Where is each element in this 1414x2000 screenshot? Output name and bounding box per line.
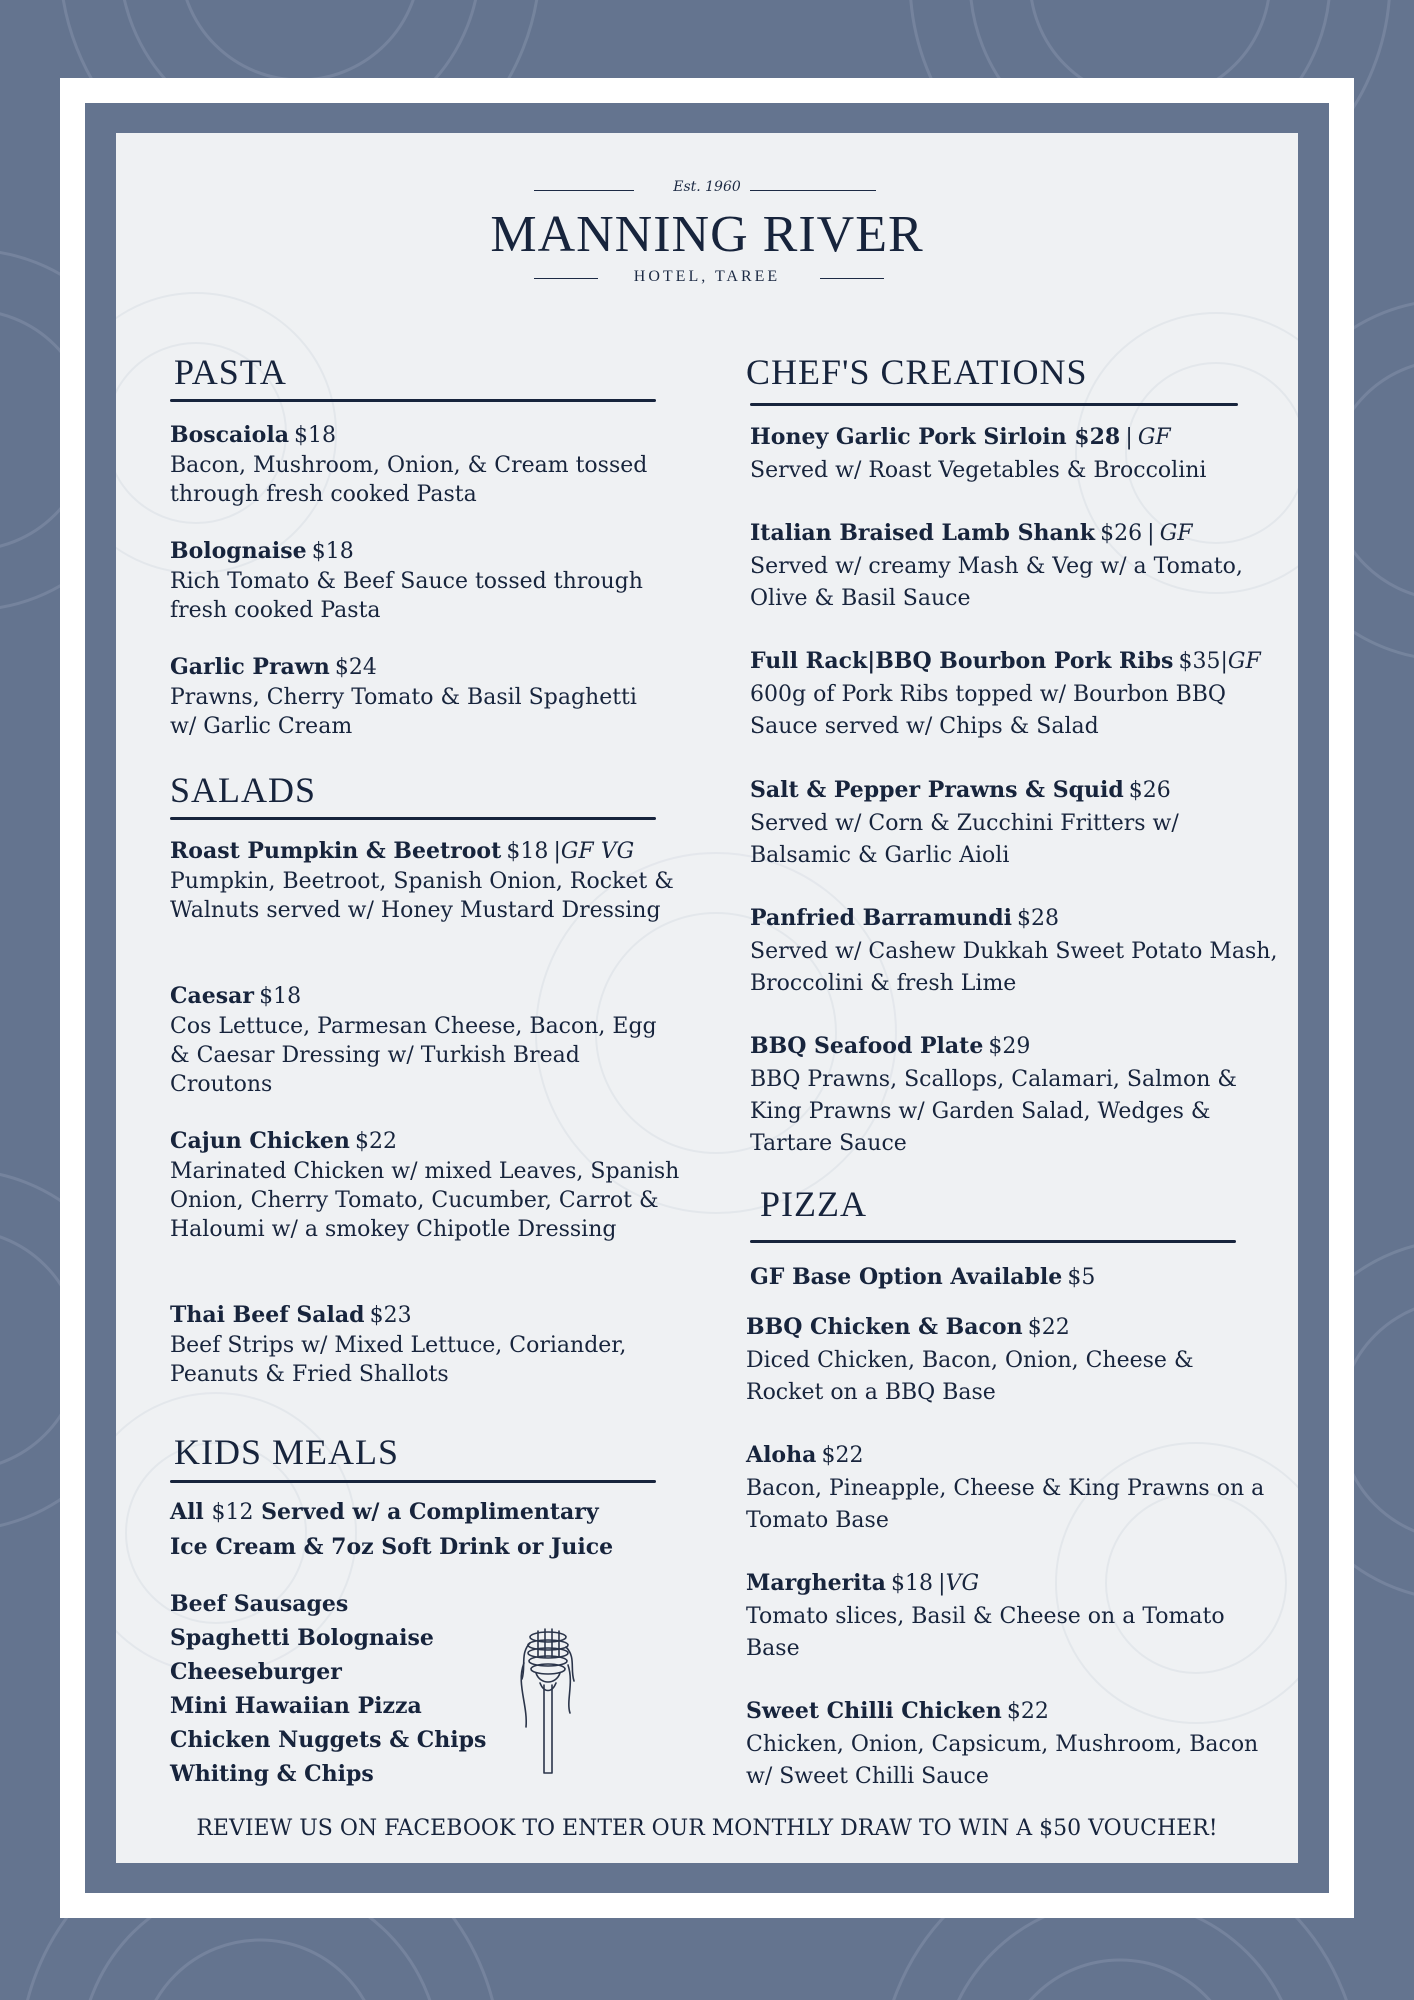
item-name: Garlic Prawn <box>170 654 330 680</box>
item-description: Marinated Chicken w/ mixed Leaves, Spanish Onion, Cherry Tomato, Cucumber, Carrot & Haloumi w/ a smokey Chipotle Dressing <box>170 1159 680 1242</box>
item-separator: | <box>1147 521 1155 546</box>
item-description: Bacon, Pineapple, Cheese & King Prawns on a Tomato Base <box>746 1476 1265 1533</box>
item-name: Cajun Chicken <box>170 1128 350 1154</box>
menu-item <box>170 1301 680 1389</box>
item-price: $22 <box>354 1129 397 1154</box>
item-price: $18 <box>311 539 354 564</box>
kids-meals-list <box>170 1587 510 1791</box>
item-name: BBQ Seafood Plate <box>750 1033 984 1059</box>
item-price: $22 <box>1006 1699 1049 1724</box>
item-description: Pumpkin, Beetroot, Spanish Onion, Rocket & Walnuts served w/ Honey Mustard Dressing <box>170 869 674 923</box>
pizza-heading: PIZZA <box>760 1184 867 1224</box>
gf-option-price: $5 <box>1067 1265 1096 1290</box>
item-description: Bacon, Mushroom, Onion, & Cream tossed through fresh cooked Pasta <box>170 453 648 507</box>
item-description: Chicken, Onion, Capsicum, Mushroom, Bacon w/ Sweet Chilli Sauce <box>746 1732 1259 1789</box>
pasta-heading: PASTA <box>174 352 287 392</box>
kids-intro-all: All <box>170 1499 204 1525</box>
item-name: Caesar <box>170 983 254 1009</box>
kids-intro-line1: Served w/ a Complimentary <box>261 1499 599 1525</box>
item-price: $18 <box>891 1571 934 1596</box>
menu-item <box>746 1439 1276 1537</box>
menu-item <box>750 1030 1280 1160</box>
menu-item <box>746 1311 1276 1409</box>
gf-option-label: GF Base Option Available <box>750 1264 1063 1290</box>
list-item: Chicken Nuggets & Chips <box>170 1727 487 1753</box>
established-label: Est. 1960 <box>673 179 741 195</box>
item-name: Aloha <box>746 1442 817 1468</box>
item-price: $18 <box>294 423 337 448</box>
item-price: $26 <box>1100 521 1143 546</box>
menu-item <box>170 982 680 1099</box>
menu-item <box>750 645 1290 743</box>
item-name: Honey Garlic Pork Sirloin $28 <box>750 424 1121 450</box>
kids-meals-rule <box>170 1480 656 1483</box>
item-name: Thai Beef Salad <box>170 1302 365 1328</box>
item-name: BBQ Chicken & Bacon <box>746 1314 1023 1340</box>
item-price: $24 <box>334 655 377 680</box>
kids-intro-price: $12 <box>211 1500 254 1525</box>
item-description: Diced Chicken, Bacon, Onion, Cheese & Rocket on a BBQ Base <box>746 1348 1194 1405</box>
menu-item <box>170 1127 680 1244</box>
item-separator: | <box>553 839 561 864</box>
menu-item <box>170 537 670 625</box>
item-name: Boscaiola <box>170 422 289 448</box>
pizza-rule <box>750 1240 1236 1243</box>
item-description: Rich Tomato & Beef Sauce tossed through fresh cooked Pasta <box>170 569 643 623</box>
item-price: $29 <box>988 1034 1031 1059</box>
item-description: BBQ Prawns, Scallops, Calamari, Salmon & King Prawns w/ Garden Salad, Wedges & Tartare Sauce <box>750 1067 1237 1156</box>
item-name: Sweet Chilli Chicken <box>746 1698 1002 1724</box>
chefs-creations-heading: CHEF'S CREATIONS <box>746 352 1088 392</box>
menu-item <box>750 517 1280 615</box>
pizza-gf-option <box>750 1261 1280 1295</box>
menu-item <box>750 902 1280 1000</box>
item-separator: | <box>1220 649 1228 674</box>
item-description: Tomato slices, Basil & Cheese on a Tomato Base <box>746 1604 1225 1661</box>
menu-item <box>746 1567 1276 1665</box>
item-name: Italian Braised Lamb Shank <box>750 520 1095 546</box>
salads-heading: SALADS <box>170 770 317 810</box>
menu-item <box>170 837 680 925</box>
item-price: $28 <box>1017 906 1060 931</box>
item-name: Margherita <box>746 1570 886 1596</box>
item-price: $23 <box>369 1303 412 1328</box>
item-description: 600g of Pork Ribs topped w/ Bourbon BBQ Sauce served w/ Chips & Salad <box>750 682 1226 739</box>
subtitle-line-right <box>820 278 884 279</box>
hotel-location: HOTEL, TAREE <box>633 268 781 285</box>
chefs-creations-rule <box>750 403 1238 406</box>
item-price: $26 <box>1128 778 1171 803</box>
list-item: Whiting & Chips <box>170 1761 374 1787</box>
salads-rule <box>170 817 656 820</box>
item-description: Prawns, Cherry Tomato & Basil Spaghetti w/ Garlic Cream <box>170 685 637 739</box>
item-description: Beef Strips w/ Mixed Lettuce, Coriander, Peanuts & Fried Shallots <box>170 1333 627 1387</box>
item-description: Served w/ Roast Vegetables & Broccolini <box>750 458 1207 483</box>
menu-item <box>746 1695 1276 1793</box>
dietary-tag: GF VG <box>560 839 635 864</box>
item-name: Full Rack|BBQ Bourbon Pork Ribs <box>750 648 1174 674</box>
item-price: $22 <box>1027 1315 1070 1340</box>
pasta-rule <box>170 399 656 402</box>
item-name: Panfried Barramundi <box>750 905 1012 931</box>
item-description: Cos Lettuce, Parmesan Cheese, Bacon, Egg & Caesar Dressing w/ Turkish Bread Croutons <box>170 1014 657 1097</box>
dietary-tag: GF <box>1227 649 1261 674</box>
menu-paper <box>116 133 1298 1863</box>
item-description: Served w/ Cashew Dukkah Sweet Potato Mash, Broccolini & fresh Lime <box>750 939 1278 996</box>
dietary-tag: GF <box>1137 425 1171 450</box>
item-description: Served w/ Corn & Zucchini Fritters w/ Balsamic & Garlic Aioli <box>750 811 1179 868</box>
list-item: Mini Hawaiian Pizza <box>170 1693 422 1719</box>
item-price: $35 <box>1178 649 1221 674</box>
item-name: Roast Pumpkin & Beetroot <box>170 838 502 864</box>
facebook-review-banner: REVIEW US ON FACEBOOK TO ENTER OUR MONTHLY DRAW TO WIN A $50 VOUCHER! <box>196 1816 1218 1841</box>
menu-item <box>750 774 1280 872</box>
item-separator: | <box>938 1571 946 1596</box>
list-item: Beef Sausages <box>170 1591 349 1617</box>
est-line-right <box>750 190 876 191</box>
kids-meals-heading: KIDS MEALS <box>174 1432 400 1472</box>
item-description: Served w/ creamy Mash & Veg w/ a Tomato, Olive & Basil Sauce <box>750 554 1243 611</box>
item-name: Bolognaise <box>170 538 307 564</box>
kids-meals-intro <box>170 1495 670 1564</box>
list-item: Cheeseburger <box>170 1659 342 1685</box>
menu-item <box>750 421 1280 487</box>
menu-header <box>116 133 1298 313</box>
kids-intro-line2: Ice Cream & 7oz Soft Drink or Juice <box>170 1534 614 1560</box>
item-separator: | <box>1125 425 1133 450</box>
item-price: $18 <box>259 984 302 1009</box>
dietary-tag: GF <box>1159 521 1193 546</box>
menu-item <box>170 421 670 509</box>
item-price: $22 <box>821 1443 864 1468</box>
fork-with-spaghetti-icon <box>514 1623 578 1783</box>
dietary-tag: VG <box>945 1571 980 1596</box>
hotel-name: MANNING RIVER <box>490 206 924 263</box>
item-price: $18 <box>506 839 549 864</box>
list-item: Spaghetti Bolognaise <box>170 1625 434 1651</box>
menu-item <box>170 653 670 741</box>
item-name: Salt & Pepper Prawns & Squid <box>750 777 1124 803</box>
